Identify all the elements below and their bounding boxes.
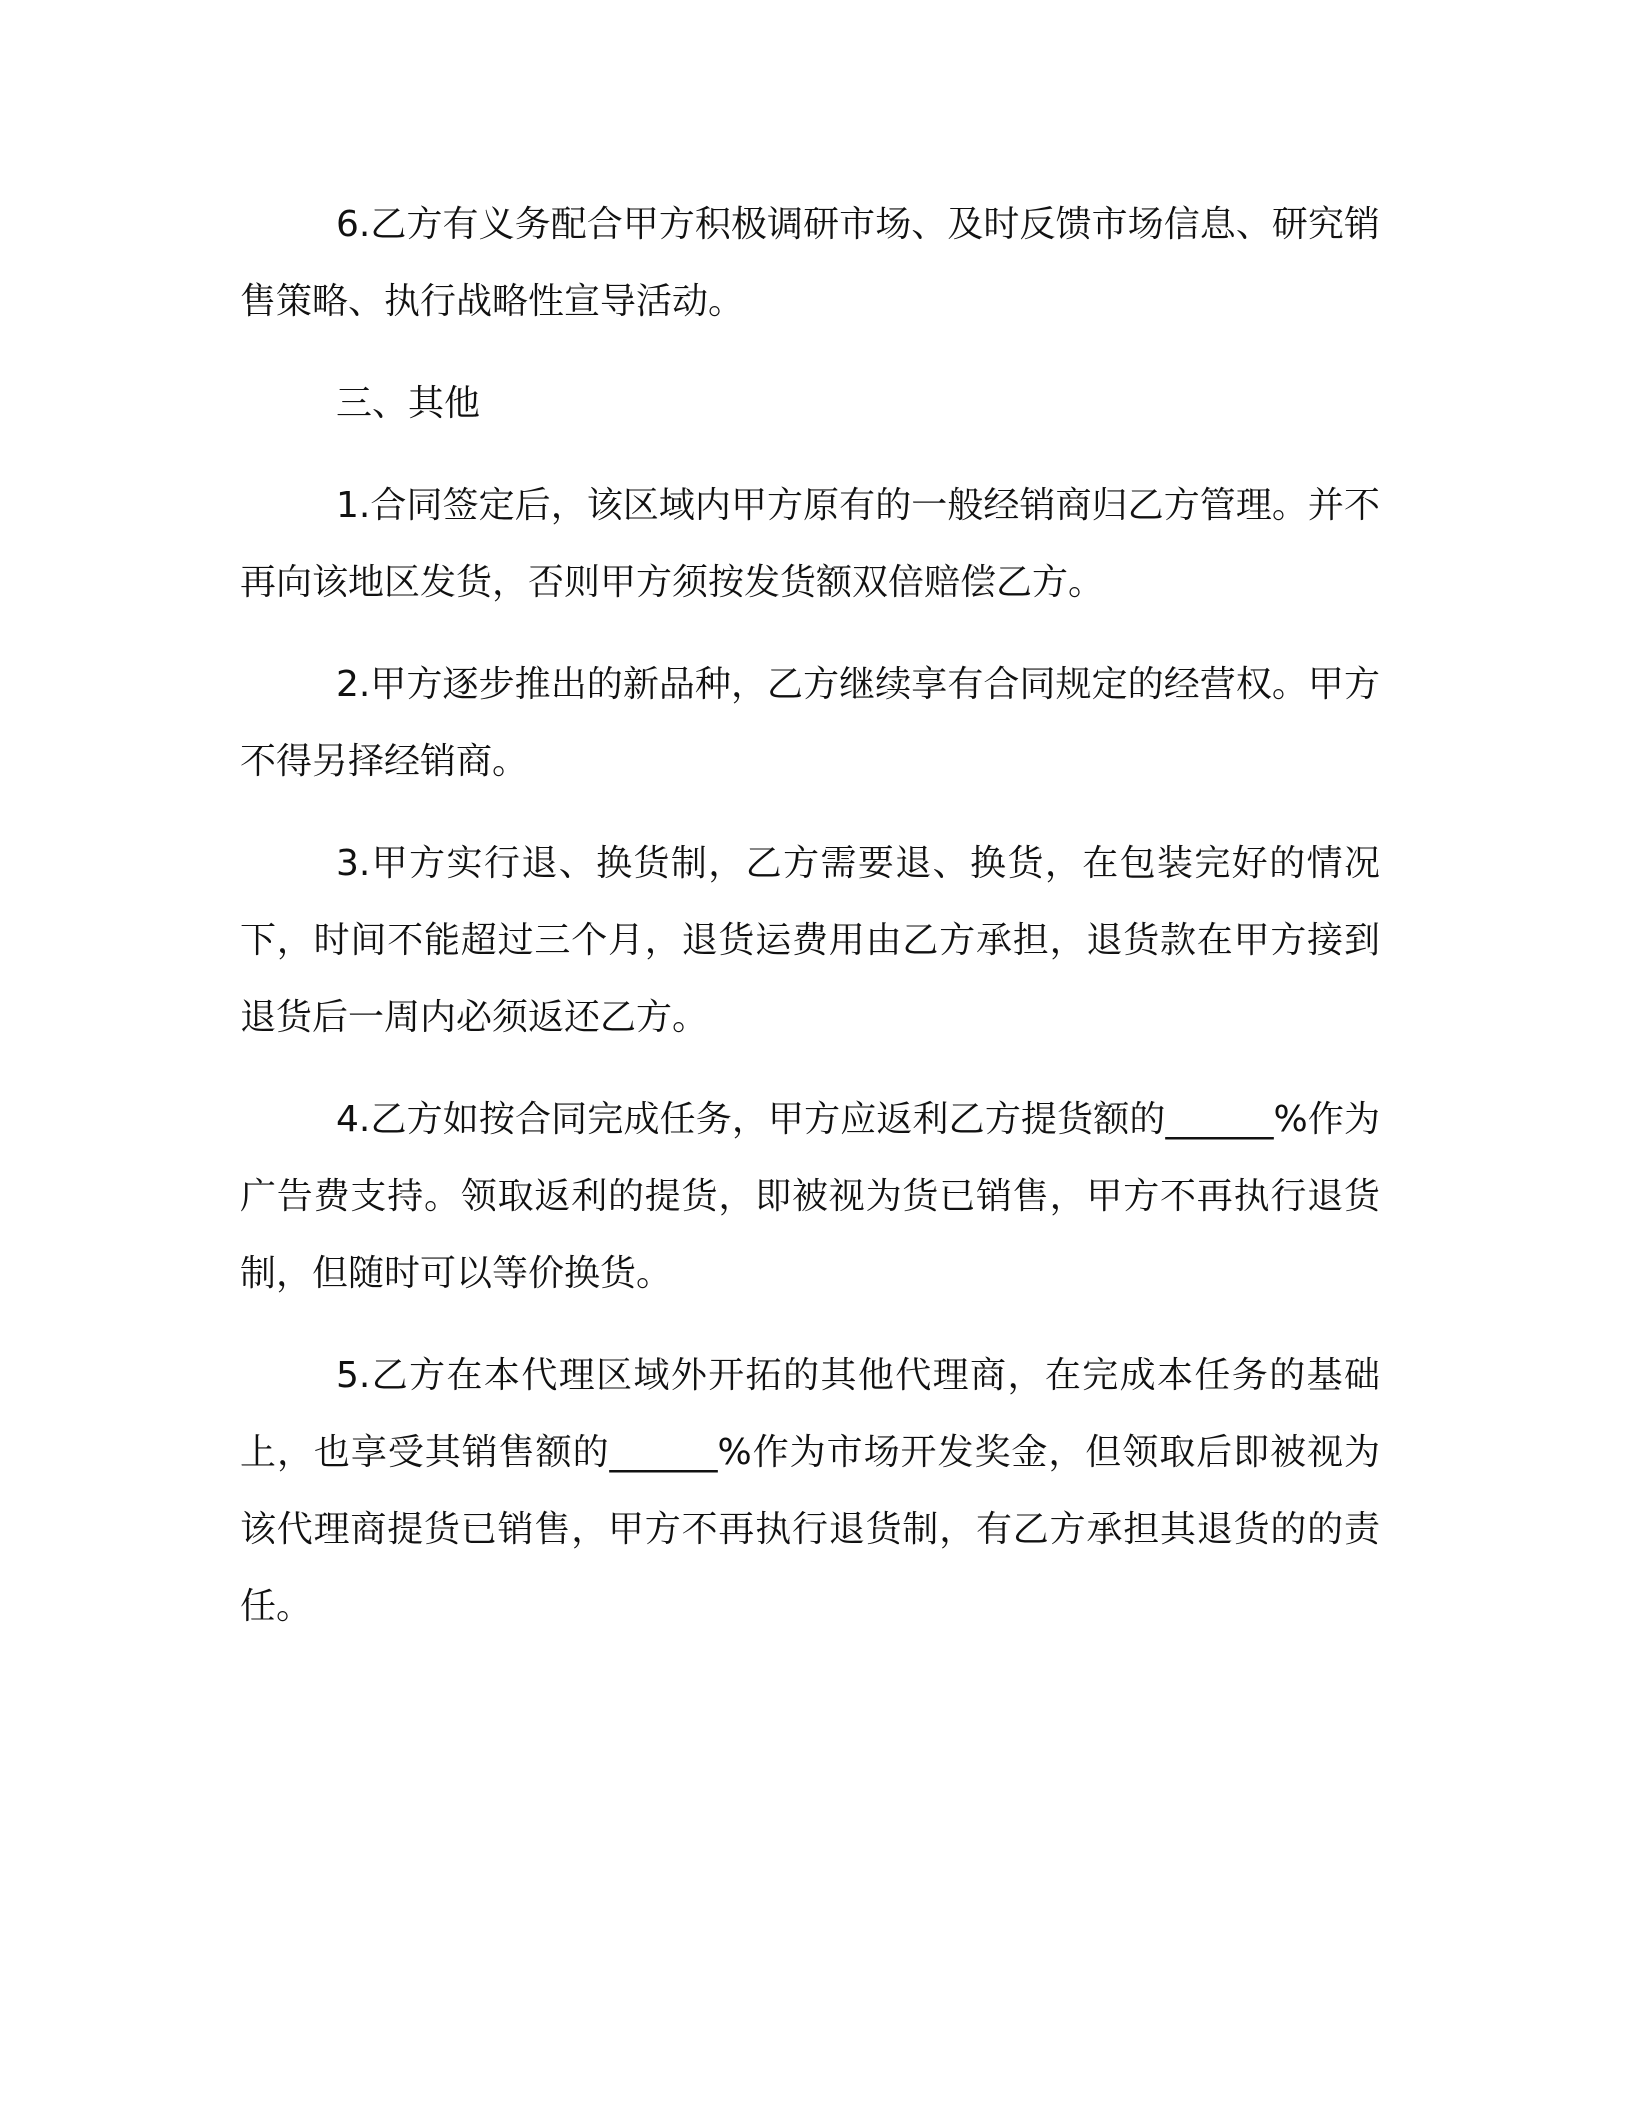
document-page — [240, 186, 1380, 1670]
clause-1-distributor-management: 1.合同签定后，该区域内甲方原有的一般经销商归乙方管理。并不再向该地区发货，否则甲方须按发货额双倍赔偿乙方。 — [240, 485, 1380, 603]
clause-3-return-exchange: 3.甲方实行退、换货制，乙方需要退、换货，在包装完好的情况下，时间不能超过三个月，退货运费用由乙方承担，退货款在甲方接到退货后一周内必须返还乙方。 — [240, 843, 1380, 1038]
clause-6-cooperation: 6.乙方有义务配合甲方积极调研市场、及时反馈市场信息、研究销售策略、执行战略性宣导活动。 — [240, 204, 1380, 322]
section-heading-other: 三、其他 — [336, 383, 481, 424]
clause-5-market-bonus: 5.乙方在本代理区域外开拓的其他代理商，在完成本任务的基础上，也享受其销售额的______%作为市场开发奖金，但领取后即被视为该代理商提货已销售，甲方不再执行退货制，有乙方承担其退货的的责任。 — [240, 1355, 1380, 1627]
clause-2-new-products: 2.甲方逐步推出的新品种，乙方继续享有合同规定的经营权。甲方不得另择经销商。 — [240, 664, 1380, 782]
clause-4-rebate: 4.乙方如按合同完成任务，甲方应返利乙方提货额的______%作为广告费支持。领取返利的提货，即被视为货已销售，甲方不再执行退货制，但随时可以等价换货。 — [240, 1099, 1380, 1294]
